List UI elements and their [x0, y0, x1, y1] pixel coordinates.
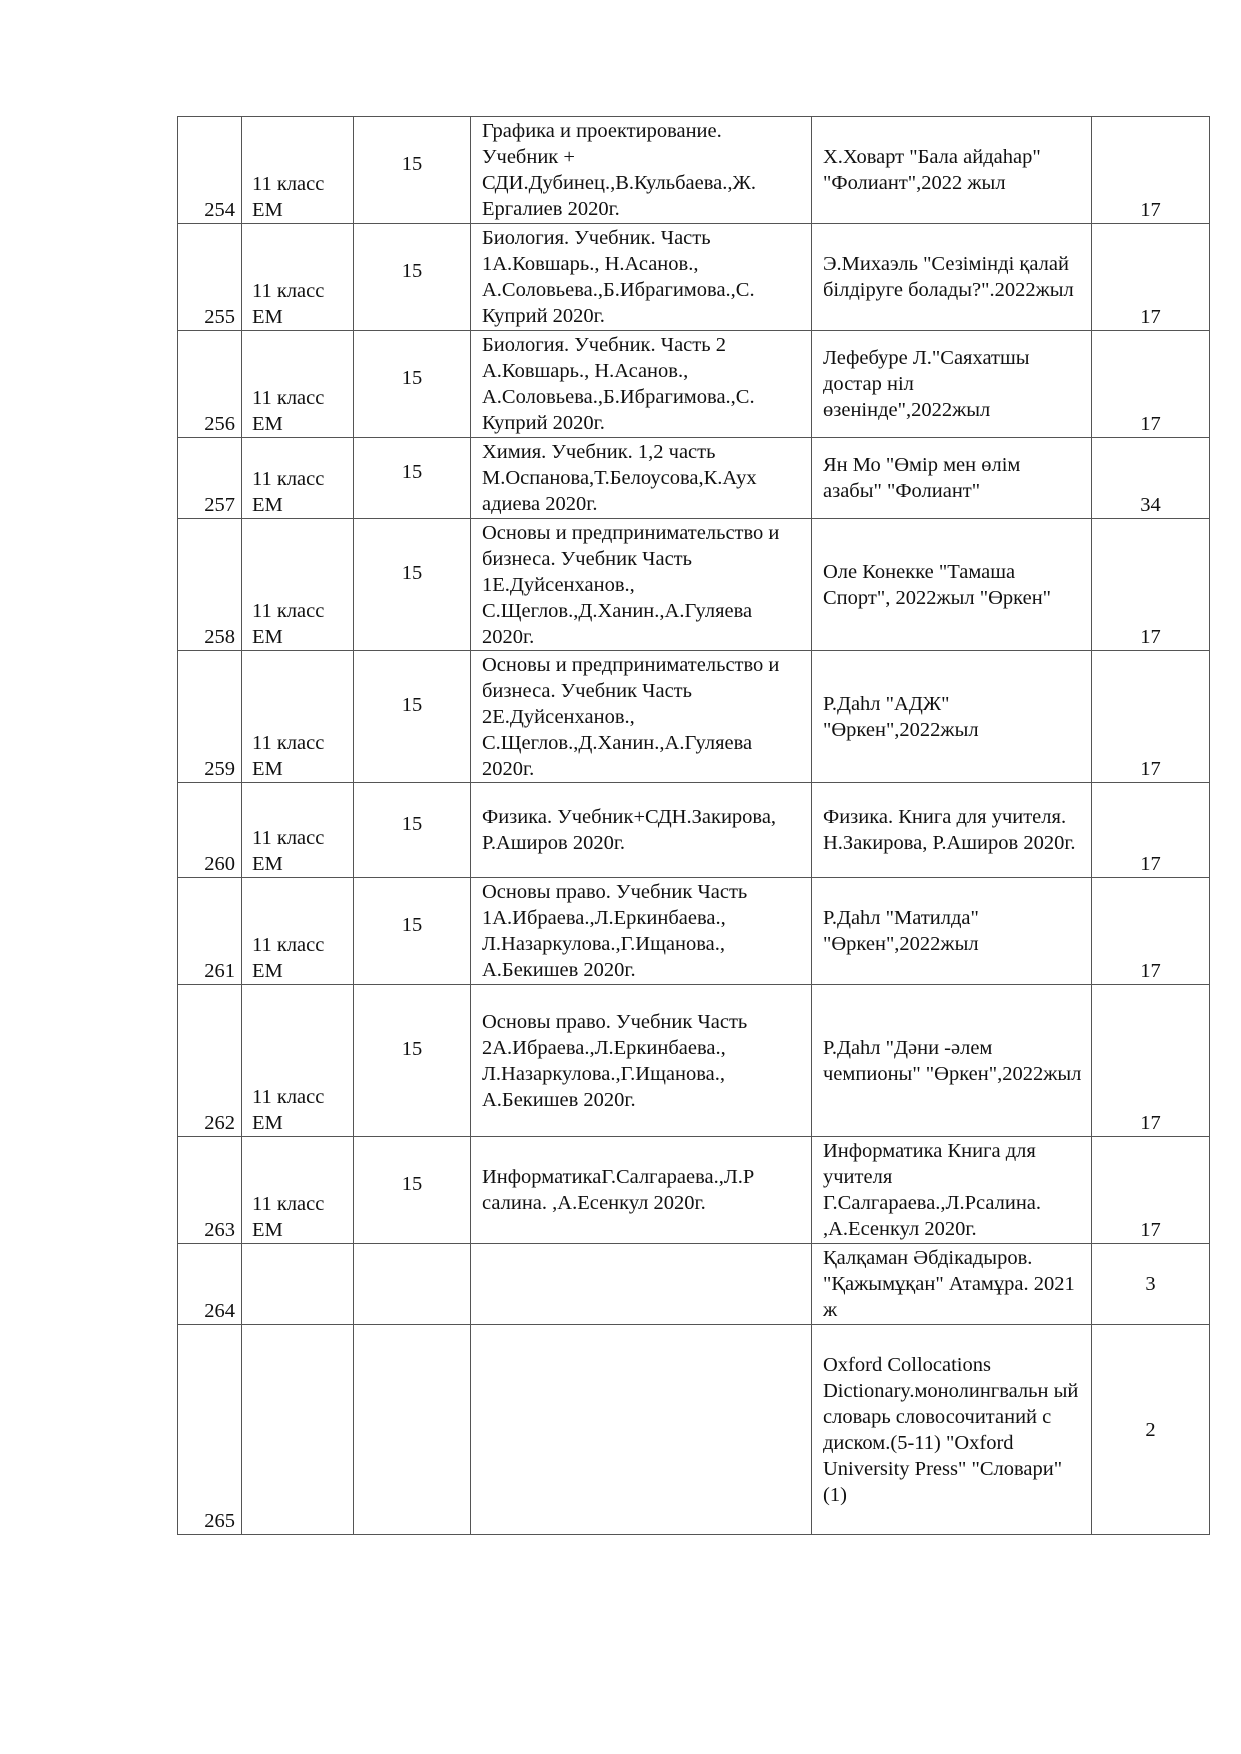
- additional-book-cell: Қалқаман Әбдікадыров. "Қажымұқан" Атамұра. 2021 ж: [812, 1244, 1092, 1325]
- class-cell: 11 класс ЕМ: [242, 1137, 354, 1244]
- quantity-cell: 15: [354, 651, 471, 783]
- class-cell: 11 класс ЕМ: [242, 783, 354, 878]
- quantity-cell: 15: [354, 985, 471, 1137]
- row-number: 262: [178, 985, 242, 1137]
- additional-book-cell: Oxford Collocations Dictionary.монолингвальн ый словарь словосочитаний с диском.(5-11) "Oxford University Press" "Словари" (1): [812, 1325, 1092, 1535]
- table-row: [178, 224, 1210, 331]
- row-number: 255: [178, 224, 242, 331]
- count-cell: 2: [1092, 1325, 1210, 1535]
- additional-book-cell: Оле Конекке "Тамаша Спорт", 2022жыл "Өркен": [812, 519, 1092, 651]
- additional-book-cell: Р.Даһл "АДЖ" "Өркен",2022жыл: [812, 651, 1092, 783]
- table-row: [178, 783, 1210, 878]
- class-cell: 11 класс ЕМ: [242, 985, 354, 1137]
- class-cell: [242, 1325, 354, 1535]
- table-row: [178, 519, 1210, 651]
- class-cell: 11 класс ЕМ: [242, 438, 354, 519]
- row-number: 256: [178, 331, 242, 438]
- quantity-cell: 15: [354, 331, 471, 438]
- quantity-cell: 15: [354, 1137, 471, 1244]
- quantity-cell: [354, 1244, 471, 1325]
- textbook-title-cell: Основы право. Учебник Часть 1А.Ибраева.,Л.Еркинбаева., Л.Назаркулова.,Г.Ищанова., А.Бекишев 2020г.: [471, 878, 812, 985]
- textbook-title-cell: Основы право. Учебник Часть 2А.Ибраева.,Л.Еркинбаева., Л.Назаркулова.,Г.Ищанова., А.Бекишев 2020г.: [471, 985, 812, 1137]
- additional-book-cell: Физика. Книга для учителя. Н.Закирова, Р.Аширов 2020г.: [812, 783, 1092, 878]
- additional-book-cell: Э.Михаэль "Сезімінді қалай білдіруге болады?".2022жыл: [812, 224, 1092, 331]
- class-cell: 11 класс ЕМ: [242, 651, 354, 783]
- table-row: [178, 1137, 1210, 1244]
- textbook-title-cell: Биология. Учебник. Часть 1А.Ковшарь., Н.Асанов., А.Соловьева.,Б.Ибрагимова.,С. Куприй 2020г.: [471, 224, 812, 331]
- class-cell: 11 класс ЕМ: [242, 519, 354, 651]
- document-page: [177, 116, 1210, 1535]
- class-cell: 11 класс ЕМ: [242, 878, 354, 985]
- class-cell: 11 класс ЕМ: [242, 224, 354, 331]
- table-row: [178, 1244, 1210, 1325]
- row-number: 264: [178, 1244, 242, 1325]
- textbook-title-cell: Основы и предпринимательство и бизнеса. Учебник Часть 2Е.Дуйсенханов., С.Щеглов.,Д.Ханин.,А.Гуляева 2020г.: [471, 651, 812, 783]
- row-number: 259: [178, 651, 242, 783]
- table-row: [178, 117, 1210, 224]
- books-table: [177, 116, 1210, 1535]
- quantity-cell: [354, 1325, 471, 1535]
- quantity-cell: 15: [354, 438, 471, 519]
- additional-book-cell: Информатика Книга для учителя Г.Салгараева.,Л.Рсалина. ,А.Есенкул 2020г.: [812, 1137, 1092, 1244]
- table-row: [178, 878, 1210, 985]
- textbook-title-cell: Графика и проектирование. Учебник + СДИ.Дубинец.,В.Кульбаева.,Ж. Ергалиев 2020г.: [471, 117, 812, 224]
- table-row: [178, 985, 1210, 1137]
- count-cell: 17: [1092, 1137, 1210, 1244]
- textbook-title-cell: Физика. Учебник+СДН.Закирова, Р.Аширов 2020г.: [471, 783, 812, 878]
- count-cell: 3: [1092, 1244, 1210, 1325]
- class-cell: [242, 1244, 354, 1325]
- additional-book-cell: Р.Даһл "Дәни -әлем чемпионы" "Өркен",2022жыл: [812, 985, 1092, 1137]
- textbook-title-cell: Химия. Учебник. 1,2 часть М.Оспанова,Т.Белоусова,К.Аух адиева 2020г.: [471, 438, 812, 519]
- additional-book-cell: Х.Ховарт "Бала айдаһар" "Фолиант",2022 жыл: [812, 117, 1092, 224]
- quantity-cell: 15: [354, 783, 471, 878]
- count-cell: 17: [1092, 117, 1210, 224]
- table-row: [178, 331, 1210, 438]
- additional-book-cell: Ян Мо "Өмір мен өлім азабы" "Фолиант": [812, 438, 1092, 519]
- count-cell: 17: [1092, 878, 1210, 985]
- additional-book-cell: Лефебуре Л."Саяхатшы достар ніл өзенінде",2022жыл: [812, 331, 1092, 438]
- count-cell: 17: [1092, 985, 1210, 1137]
- textbook-title-cell: Основы и предпринимательство и бизнеса. Учебник Часть 1Е.Дуйсенханов., С.Щеглов.,Д.Ханин.,А.Гуляева 2020г.: [471, 519, 812, 651]
- table-row: [178, 651, 1210, 783]
- count-cell: 17: [1092, 224, 1210, 331]
- textbook-title-cell: [471, 1325, 812, 1535]
- count-cell: 17: [1092, 783, 1210, 878]
- quantity-cell: 15: [354, 519, 471, 651]
- count-cell: 17: [1092, 519, 1210, 651]
- count-cell: 17: [1092, 331, 1210, 438]
- table-body: [178, 117, 1210, 1535]
- row-number: 261: [178, 878, 242, 985]
- quantity-cell: 15: [354, 117, 471, 224]
- row-number: 257: [178, 438, 242, 519]
- textbook-title-cell: [471, 1244, 812, 1325]
- quantity-cell: 15: [354, 878, 471, 985]
- quantity-cell: 15: [354, 224, 471, 331]
- textbook-title-cell: Биология. Учебник. Часть 2 А.Ковшарь., Н.Асанов., А.Соловьева.,Б.Ибрагимова.,С. Куприй 2020г.: [471, 331, 812, 438]
- row-number: 260: [178, 783, 242, 878]
- class-cell: 11 класс ЕМ: [242, 117, 354, 224]
- table-row: [178, 1325, 1210, 1535]
- row-number: 263: [178, 1137, 242, 1244]
- class-cell: 11 класс ЕМ: [242, 331, 354, 438]
- count-cell: 34: [1092, 438, 1210, 519]
- row-number: 258: [178, 519, 242, 651]
- table-row: [178, 438, 1210, 519]
- additional-book-cell: Р.Даһл "Матилда" "Өркен",2022жыл: [812, 878, 1092, 985]
- row-number: 265: [178, 1325, 242, 1535]
- count-cell: 17: [1092, 651, 1210, 783]
- textbook-title-cell: ИнформатикаГ.Салгараева.,Л.Р салина. ,А.Есенкул 2020г.: [471, 1137, 812, 1244]
- row-number: 254: [178, 117, 242, 224]
